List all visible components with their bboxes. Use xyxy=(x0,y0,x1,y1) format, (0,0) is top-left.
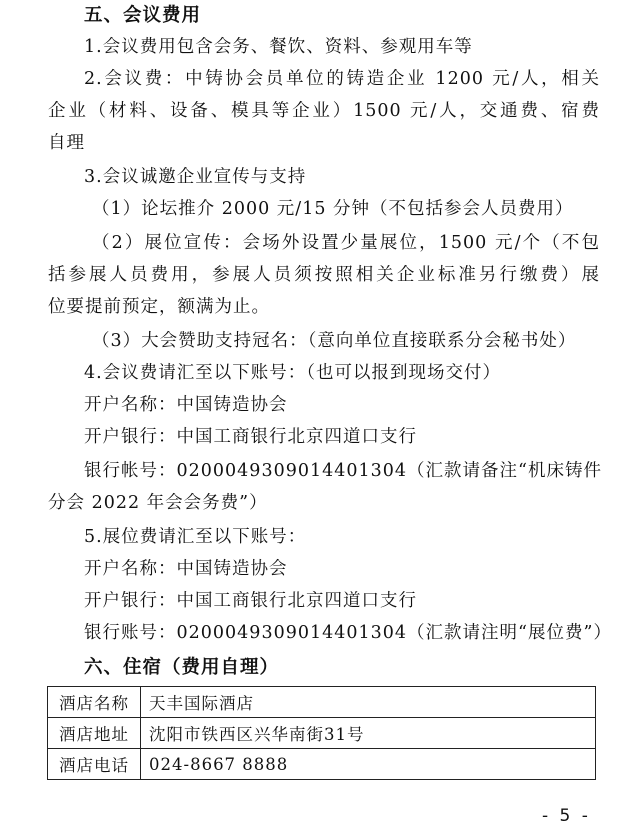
hotel-name-value: 天丰国际酒店 xyxy=(141,687,596,718)
item-4-bank: 开户银行：中国工商银行北京四道口支行 xyxy=(84,427,417,447)
item-2-line-3: 自理 xyxy=(48,133,85,153)
hotel-name-label: 酒店名称 xyxy=(48,687,141,718)
table-row xyxy=(48,687,596,718)
item-3: 3.会议诚邀企业宣传与支持 xyxy=(84,167,307,187)
section-6-heading: 六、住宿（费用自理） xyxy=(84,657,280,678)
table-row xyxy=(48,749,596,780)
item-4-number-line-1: 银行帐号：0200049309014401304（汇款请备注“机床铸件 xyxy=(84,461,602,481)
item-4-account-name: 开户名称：中国铸造协会 xyxy=(84,395,288,415)
table-row xyxy=(48,718,596,749)
hotel-phone-label: 酒店电话 xyxy=(48,749,141,780)
section-5-heading: 五、会议费用 xyxy=(84,5,202,26)
item-5-account-name: 开户名称：中国铸造协会 xyxy=(84,559,288,579)
hotel-address-label: 酒店地址 xyxy=(48,718,141,749)
item-5: 5.展位费请汇至以下账号： xyxy=(84,527,307,547)
item-4-number-line-2: 分会 2022 年会会务费”） xyxy=(48,493,268,513)
item-5-bank: 开户银行：中国工商银行北京四道口支行 xyxy=(84,591,417,611)
hotel-phone-value: 024-8667 8888 xyxy=(141,749,596,780)
hotel-address-value: 沈阳市铁西区兴华南街31号 xyxy=(141,718,596,749)
item-3-sub-2-line-2: 括参展人员费用，参展人员须按照相关企业标准另行缴费）展 xyxy=(48,265,600,285)
item-1: 1.会议费用包含会务、餐饮、资料、参观用车等 xyxy=(84,37,473,57)
item-3-sub-1: （1）论坛推介 2000 元/15 分钟（不包括参会人员费用） xyxy=(92,199,574,219)
page-number: - 5 - xyxy=(542,806,591,826)
item-5-number: 银行账号：0200049309014401304（汇款请注明“展位费”） xyxy=(84,623,612,643)
hotel-info-table xyxy=(47,686,596,780)
item-4: 4.会议费请汇至以下账号：（也可以报到现场交付） xyxy=(84,363,501,383)
item-3-sub-3: （3）大会赞助支持冠名：（意向单位直接联系分会秘书处） xyxy=(92,331,577,351)
item-2-line-2: 企业（材料、设备、模具等企业）1500 元/人，交通费、宿费 xyxy=(48,101,600,121)
item-2-line-1: 2.会议费：中铸协会员单位的铸造企业 1200 元/人，相关 xyxy=(84,69,600,89)
item-3-sub-2-line-3: 位要提前预定，额满为止。 xyxy=(48,297,270,317)
item-3-sub-2-line-1: （2）展位宣传：会场外设置少量展位，1500 元/个（不包 xyxy=(92,233,600,253)
